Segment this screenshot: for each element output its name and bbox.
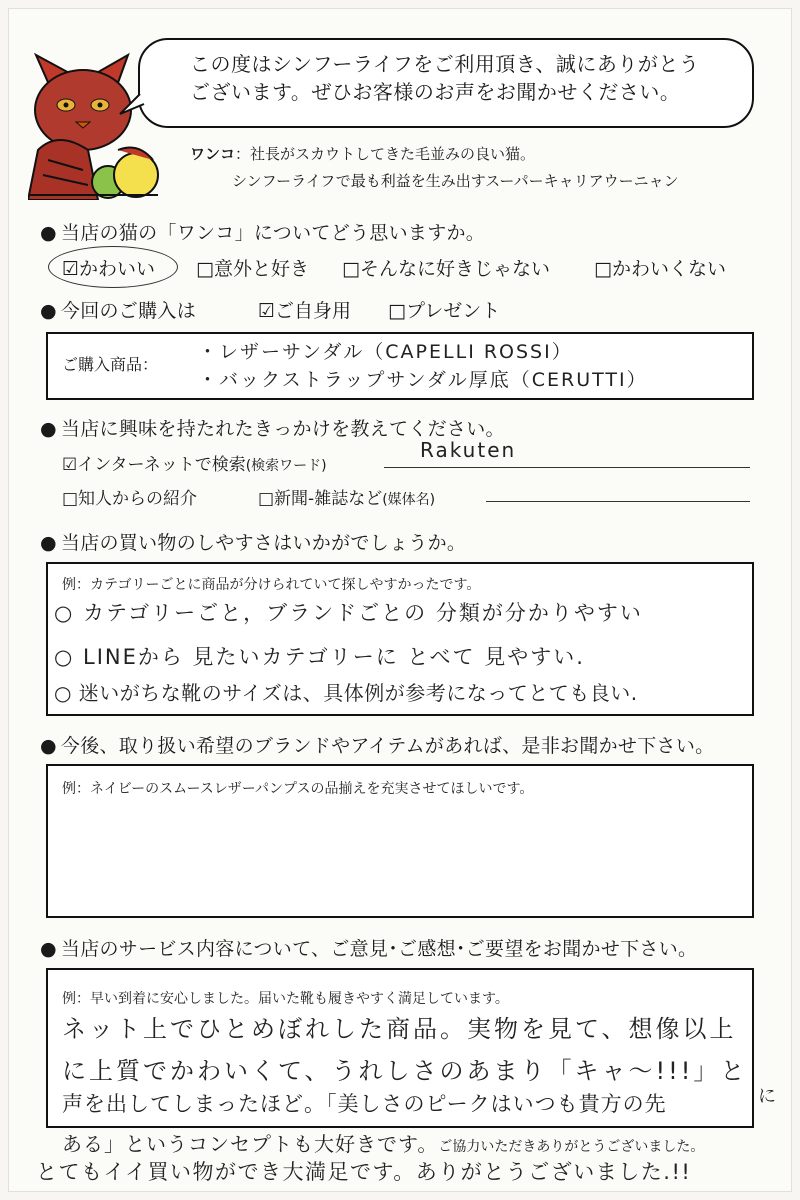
feedback-line-3-tail: に [758, 1086, 778, 1107]
feedback-line-1: ネット上でひとめぼれした商品。実物を見て、想像以上 [62, 1015, 737, 1043]
option-internet-search[interactable] [62, 450, 327, 475]
search-word-answer: Rakuten [420, 438, 517, 462]
ease-example-text: 例：カテゴリーごとに商品が分けられていて探しやすかったです。 [62, 577, 481, 593]
bubble-tail-icon [118, 90, 152, 120]
option-newspaper-label: □新聞-雑誌など [258, 489, 383, 509]
question-mascot: ● 当店の猫の「ワンコ」についてどう思いますか。 [40, 218, 485, 245]
ease-answer-line-3: ○ 迷いがちな靴のサイズは、具体例が参考になってとても良い. [54, 681, 638, 705]
ease-answer-line-2: ○ LINEから 見たいカテゴリーに とべて 見やすい. [54, 645, 585, 669]
wanko-description-2: シンフーライフで最も利益を生み出すスーパーキャリアウーニャン [232, 172, 679, 190]
option-not-cute[interactable]: □かわいくない [594, 258, 726, 280]
option-unexpectedly-like[interactable]: □意外と好き [196, 258, 309, 280]
feedback-line-4-row [62, 1128, 704, 1157]
wanko-label: ワンコ [190, 145, 236, 163]
feedback-line-2: に上質でかわいくて、うれしさのあまり「キャ〜!!!」と [62, 1057, 748, 1085]
media-name-label: (媒体名) [382, 492, 436, 508]
option-not-so-like[interactable]: □そんなに好きじゃない [342, 258, 550, 280]
feedback-example-text: 例：早い到着に安心しました。届いた靴も履きやすく満足しています。 [62, 991, 509, 1007]
option-self-use[interactable]: ☑ご自身用 [258, 300, 352, 322]
media-name-line [486, 501, 750, 502]
question-ease-of-shopping: ● 当店の買い物のしやすさはいかがでしょうか。 [40, 528, 466, 555]
greeting-text [190, 50, 740, 106]
feedback-line-3: 声を出してしまったほど。「美しさのピークはいつも貴方の先 [62, 1092, 667, 1116]
wanko-description-1 [190, 143, 535, 164]
search-word-label: (検索ワード) [245, 458, 327, 474]
circle-mark [48, 246, 178, 288]
thanks-text: ご協力いただきありがとうございました。 [438, 1139, 705, 1155]
purchase-items-label: ご購入商品： [62, 355, 159, 374]
greeting-line-2: ございます。ぜひお客様のお声をお聞かせください。 [190, 80, 681, 104]
purchase-item-2: ・バックストラップサンダル厚底（CERUTTI） [198, 369, 648, 391]
feedback-line-5: とてもイイ買い物ができ大満足です。ありがとうございました.!! [36, 1160, 692, 1184]
greeting-line-1: この度はシンフーライフをご利用頂き、誠にありがとう [190, 52, 700, 76]
brands-example-text: 例：ネイビーのスムースレザーパンプスの品揃えを充実させてほしいです。 [62, 781, 534, 797]
option-referral[interactable]: □知人からの紹介 [62, 489, 198, 509]
option-newspaper-magazine[interactable] [258, 484, 435, 509]
question-desired-brands: ● 今後、取り扱い希望のブランドやアイテムがあれば、是非お聞かせ下さい。 [40, 731, 714, 758]
option-present[interactable]: □プレゼント [388, 300, 501, 322]
option-kawaii[interactable]: ☑かわいい [62, 258, 156, 280]
mascot-divider [30, 194, 158, 196]
purchase-item-1: ・レザーサンダル（CAPELLI ROSSI） [198, 341, 573, 363]
ease-answer-line-1: ○ カテゴリーごと，ブランドごとの 分類が分かりやすい [54, 601, 643, 625]
search-word-line [384, 467, 750, 468]
question-service-feedback: ● 当店のサービス内容について、ご意見･ご感想･ご要望をお聞かせ下さい。 [40, 934, 697, 961]
option-internet-search-label: ☑インターネットで検索 [62, 455, 246, 475]
question-interest-trigger: ● 当店に興味を持たれたきっかけを教えてください。 [40, 414, 505, 441]
question-purchase-purpose: ● 今回のご購入は [40, 296, 196, 323]
feedback-line-4: ある」というコンセプトも大好きです。 [62, 1132, 439, 1156]
wanko-desc-1: ：社長がスカウトしてきた毛並みの良い猫。 [235, 145, 536, 163]
